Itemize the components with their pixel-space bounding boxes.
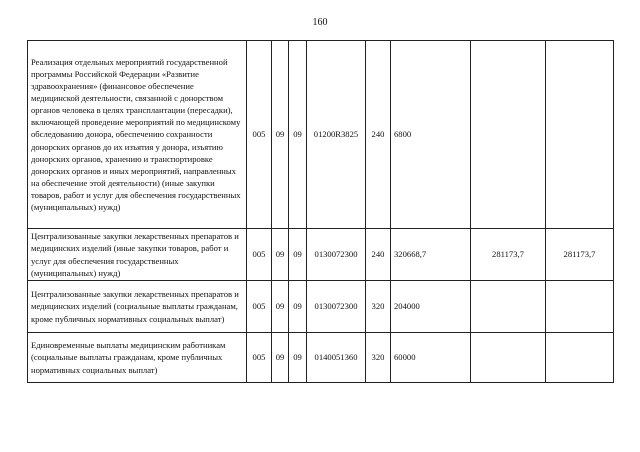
expense-type-code: 320 <box>366 281 391 333</box>
table-row <box>28 229 614 281</box>
amount-year-1: 60000 <box>391 333 471 383</box>
row-description: Единовременные выплаты медицинским работникам (социальные выплаты гражданам, кроме публичных нормативных социальных выплат) <box>28 333 247 383</box>
row-description: Реализация отдельных мероприятий государственной программы Российской Федерации «Развитие здравоохранения» (финансовое обеспечение медицинской деятельности, связанной с донорством органов человека в целях трансплантации (пересадки), включающей проведение мероприятий по медицинскому обследованию донора, обеспечению сохранности донорских органов до их изъятия у донора, изъятию донорских органов, хранению и транспортировке донорских органов и иных мероприятий, направленных на обеспечение этой деятельности) (иные закупки товаров, работ и услуг для обеспечения государственных (муниципальных) нужд) <box>28 41 247 229</box>
row-description: Централизованные закупки лекарственных препаратов и медицинских изделий (социальные выплаты гражданам, кроме публичных нормативных социальных выплат) <box>28 281 247 333</box>
table-row <box>28 41 614 229</box>
page-number: 160 <box>312 17 328 28</box>
target-article-code: 0130072300 <box>307 281 366 333</box>
amount-year-3 <box>546 281 614 333</box>
subsection-code: 09 <box>289 281 307 333</box>
row-description: Централизованные закупки лекарственных препаратов и медицинских изделий (иные закупки товаров, работ и услуг для обеспечения государственных (муниципальных) нужд) <box>28 229 247 281</box>
amount-year-1: 204000 <box>391 281 471 333</box>
section-code: 09 <box>272 281 289 333</box>
ministry-code: 005 <box>247 41 272 229</box>
subsection-code: 09 <box>289 229 307 281</box>
amount-year-1: 320668,7 <box>391 229 471 281</box>
subsection-code: 09 <box>289 333 307 383</box>
amount-year-1: 6800 <box>391 41 471 229</box>
target-article-code: 01200R3825 <box>307 41 366 229</box>
section-code: 09 <box>272 41 289 229</box>
amount-year-2: 281173,7 <box>471 229 546 281</box>
table-row <box>28 281 614 333</box>
target-article-code: 0140051360 <box>307 333 366 383</box>
ministry-code: 005 <box>247 333 272 383</box>
expense-type-code: 240 <box>366 229 391 281</box>
amount-year-2 <box>471 333 546 383</box>
amount-year-2 <box>471 41 546 229</box>
amount-year-2 <box>471 281 546 333</box>
ministry-code: 005 <box>247 229 272 281</box>
amount-year-3: 281173,7 <box>546 229 614 281</box>
amount-year-3 <box>546 41 614 229</box>
budget-table <box>27 40 614 383</box>
section-code: 09 <box>272 333 289 383</box>
expense-type-code: 320 <box>366 333 391 383</box>
subsection-code: 09 <box>289 41 307 229</box>
expense-type-code: 240 <box>366 41 391 229</box>
table-row <box>28 333 614 383</box>
section-code: 09 <box>272 229 289 281</box>
ministry-code: 005 <box>247 281 272 333</box>
target-article-code: 0130072300 <box>307 229 366 281</box>
amount-year-3 <box>546 333 614 383</box>
